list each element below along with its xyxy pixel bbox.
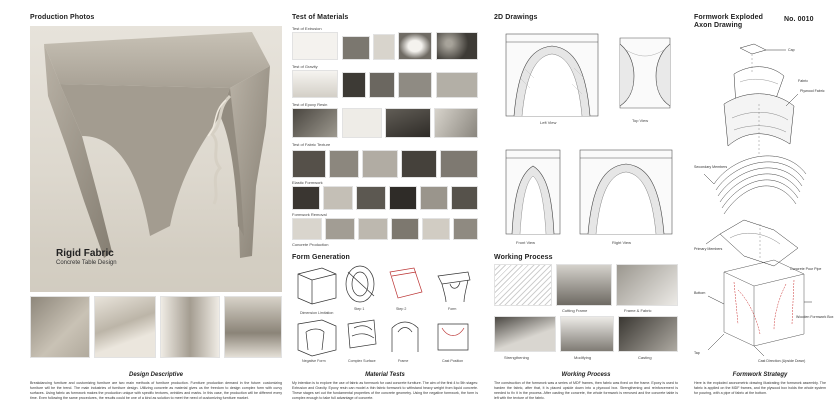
drawings-title: 2D Drawings xyxy=(494,14,538,21)
material-tests-heading: Material Tests xyxy=(365,372,405,378)
form-label-4: Form xyxy=(448,307,457,311)
working-photo-5 xyxy=(560,316,614,352)
test-epoxy-label: Test of Epoxy Resin xyxy=(292,102,328,107)
formwork-title-2: Axon Drawing xyxy=(694,22,743,29)
test-extrusion-label: Test of Extrusion xyxy=(292,26,322,31)
fabric-sample-9 xyxy=(389,186,417,210)
form-label-1: Dimension Limitation xyxy=(300,311,334,315)
working-label-2: Frame & Fabric xyxy=(624,308,652,313)
fw-label-secondary: Secondary Members xyxy=(694,165,728,169)
production-title: Production Photos xyxy=(30,14,95,21)
form-label-5: Negative Form xyxy=(302,359,326,363)
materials-title: Test of Materials xyxy=(292,14,349,21)
working-process-heading: Working Process xyxy=(561,372,611,378)
fabric-sample-7 xyxy=(323,186,353,210)
fw-label-bottom: Bottom xyxy=(694,291,706,295)
test-fabric-label: Test of Fabric Texture xyxy=(292,142,331,147)
extrusion-sample-2 xyxy=(342,36,370,60)
extrusion-sample-3 xyxy=(373,34,395,60)
fabric-sample-13 xyxy=(325,218,355,240)
epoxy-sample-2 xyxy=(342,108,382,138)
design-descriptive-heading: Design Descriptive xyxy=(128,372,184,378)
drawing-left-view xyxy=(500,28,604,126)
drawing-right-view xyxy=(574,144,678,250)
fabric-sample-5 xyxy=(440,150,478,178)
detail-photo-1 xyxy=(30,296,90,358)
gravity-sample-5 xyxy=(436,72,478,98)
working-photo-1 xyxy=(494,264,552,306)
detail-photo-2 xyxy=(94,296,156,358)
fw-label-box: Wooden Formwork Box xyxy=(796,315,834,319)
form-label-6: Complex Surface xyxy=(348,359,376,363)
right-view-label: Right View xyxy=(612,240,632,245)
fabric-sample-3 xyxy=(362,150,398,178)
working-photo-4 xyxy=(494,316,556,352)
fabric-sample-10 xyxy=(420,186,448,210)
drawing-top-view xyxy=(612,28,678,126)
fabric-sample-4 xyxy=(401,150,437,178)
formwork-removal-label: Formwork Removal xyxy=(292,212,327,217)
main-table-photo xyxy=(30,26,282,292)
gravity-sample-4 xyxy=(398,72,432,98)
detail-photo-4 xyxy=(224,296,282,358)
concrete-production-label: Concrete Production xyxy=(292,242,329,247)
fw-label-cast: Cast Direction (Upside Down) xyxy=(758,359,806,363)
form-generation-diagrams xyxy=(292,262,478,366)
project-title: Rigid Fabric xyxy=(56,248,114,259)
design-descriptive-text: Breakdancing furniture and customizing furniture are two main methods of furniture production. Furniture production demand in the future: customizing furniture will be the trend. The main industries of furniture design. Utilizing concrete as material gives us the freedom to design complex form with curvy surfaces. Using fabric as formwork makes the production unique with specific textures, wrinkles and marks. In this case, the production will be different every time. Even following the same procedures, the results could be one of a kind as solution to meet the need of customizing furniture market. xyxy=(30,381,282,400)
form-label-2: Step 1 xyxy=(354,307,365,311)
project-subtitle: Concrete Table Design xyxy=(56,260,117,266)
working-label-3: Strengthening xyxy=(504,355,529,360)
drawing-number: No. 0010 xyxy=(784,16,814,23)
left-view-label: Left View xyxy=(540,120,557,125)
form-label-3: Step 2 xyxy=(396,307,407,311)
fw-label-fabric: Fabric xyxy=(798,79,808,83)
fw-label-tap: Tap xyxy=(694,351,700,355)
working-process-text: The construction of the formwork was a series of MDF frames, then fabric was fixed on the frame. Epoxy is used to harden the fabric, after that, it is placed upside down into a plywood box. Strengthening and reinforcement is needed to fix it in the process. After casting the concrete, the whole formwork is removed and the concrete table is left with the texture of the fabric. xyxy=(494,381,678,400)
fabric-sample-1 xyxy=(292,150,326,178)
working-label-5: Casting xyxy=(638,355,652,360)
gravity-sample-2 xyxy=(342,72,366,98)
epoxy-sample-1 xyxy=(292,108,338,138)
working-photo-2 xyxy=(556,264,612,306)
material-tests-text: My intention is to explore the use of fabric as formwork for cast concrete furniture. The aim of the first 4 to 5th stages: Extrusion and Gravity. Epoxy resin can model a thin fabric formwork to withstand heavy weight from liquid concrete. These stages set out the fundamental properties of the concrete geometry. Using the negative formwork, the form is complex enough to take full advantage of concrete. xyxy=(292,381,478,400)
fabric-sample-14 xyxy=(358,218,388,240)
extrusion-sample-1 xyxy=(292,32,338,60)
epoxy-sample-4 xyxy=(434,108,478,138)
fabric-sample-15 xyxy=(391,218,419,240)
form-label-8: Cast Position xyxy=(442,359,464,363)
exploded-axon-drawing xyxy=(694,34,834,366)
test-gravity-label: Test of Gravity xyxy=(292,64,318,69)
fabric-sample-12 xyxy=(292,218,322,240)
working-photo-6 xyxy=(618,316,678,352)
fabric-sample-2 xyxy=(329,150,359,178)
working-label-1: Cutting Frame xyxy=(562,308,588,313)
form-generation-title: Form Generation xyxy=(292,254,350,261)
working-photo-3 xyxy=(616,264,678,306)
fabric-sample-17 xyxy=(453,218,478,240)
fabric-sample-8 xyxy=(356,186,386,210)
elastic-formwork-label: Elastic Formwork xyxy=(292,180,323,185)
working-label-4: Modifying xyxy=(574,355,592,360)
top-view-label: Top View xyxy=(632,118,649,123)
detail-photo-3 xyxy=(160,296,220,358)
gravity-sample-1 xyxy=(292,70,338,98)
formwork-strategy-heading: Formwork Strategy xyxy=(732,372,788,378)
formwork-title: Formwork Exploded xyxy=(694,14,763,21)
working-process-title: Working Process xyxy=(494,254,553,261)
extrusion-sample-4 xyxy=(398,32,432,60)
fw-label-cap: Cap xyxy=(788,48,795,52)
drawing-front-view xyxy=(500,144,566,250)
form-label-7: Frame xyxy=(398,359,409,363)
formwork-strategy-text: Here is the exploded axonometric drawing illustrating the formwork assembly. The fabric is applied on the MDF frames, and the plywood box holds the whole system for pouring, with a pipe of fabric at the bottom. xyxy=(694,381,826,395)
fabric-sample-16 xyxy=(422,218,450,240)
fabric-sample-11 xyxy=(451,186,478,210)
fw-label-primary: Primary Members xyxy=(694,247,723,251)
epoxy-sample-3 xyxy=(385,108,431,138)
fw-label-plywood: Plywood Fabric xyxy=(800,89,825,93)
gravity-sample-3 xyxy=(369,72,395,98)
fabric-sample-6 xyxy=(292,186,320,210)
fw-label-pipe: Concrete Pour Pipe xyxy=(790,267,822,271)
front-view-label: Front View xyxy=(516,240,536,245)
extrusion-sample-5 xyxy=(436,32,478,60)
